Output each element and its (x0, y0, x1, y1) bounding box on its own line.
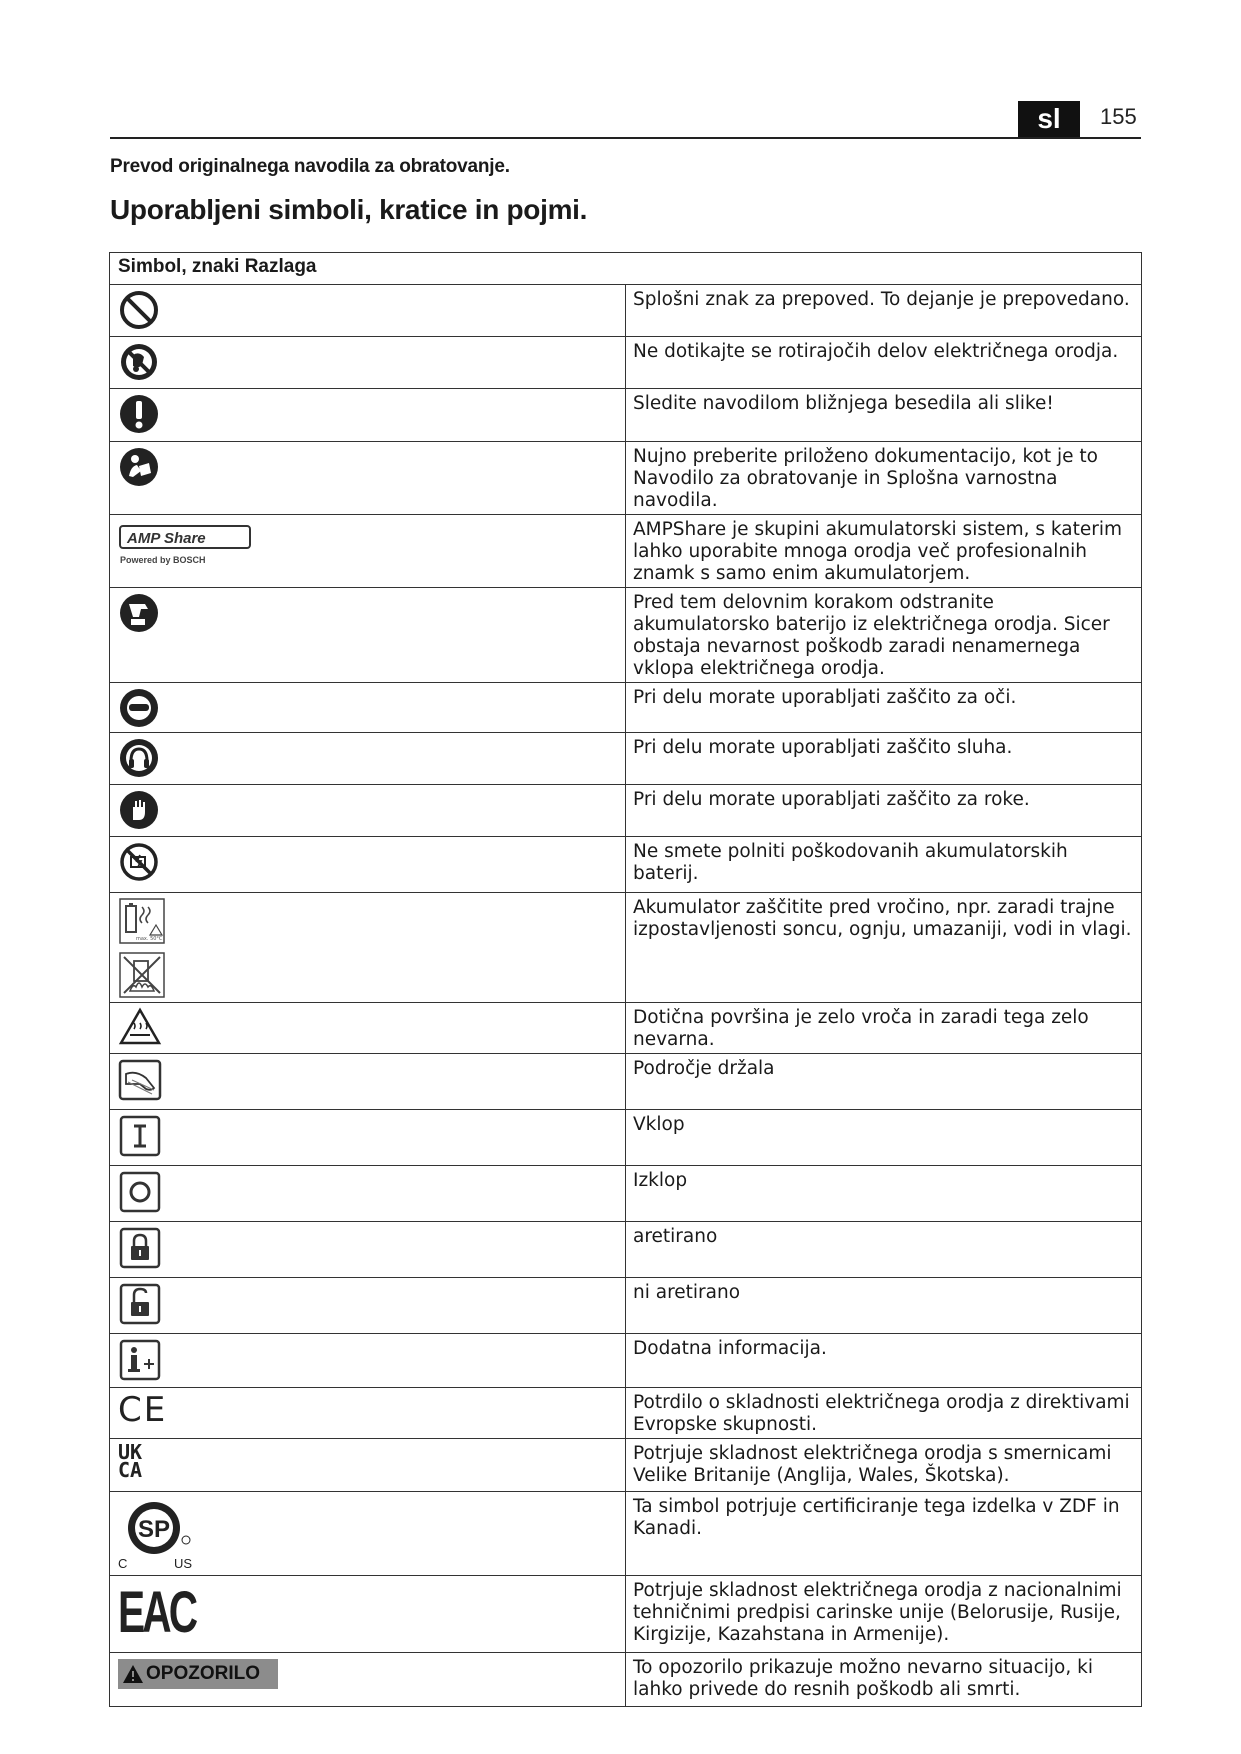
table-row (110, 1166, 1142, 1222)
page-number: 155 (1100, 104, 1137, 129)
hearing-protection-icon (118, 737, 160, 779)
read-manual-icon (118, 446, 160, 488)
no-charge-damaged-battery-icon (118, 841, 160, 883)
row-text: Ne dotikajte se rotirajočih delov električnega orodja. (626, 337, 1142, 389)
row-text: Izklop (626, 1166, 1142, 1222)
mandatory-exclamation-icon (118, 393, 160, 435)
svg-text:SP: SP (137, 1516, 171, 1543)
row-text: Sledite navodilom bližnjega besedila ali slike! (626, 389, 1142, 442)
symbol-cell (110, 1334, 626, 1388)
symbol-cell (110, 1492, 626, 1576)
symbol-cell (110, 337, 626, 389)
csa-label-c: C (118, 1556, 128, 1571)
table-row (110, 785, 1142, 837)
warning-triangle-icon (122, 1664, 144, 1684)
eac-mark-icon: EAC (118, 1580, 196, 1645)
symbol-cell (110, 1110, 626, 1166)
table-row (110, 1222, 1142, 1278)
table-row (110, 1492, 1142, 1576)
row-text: Dodatna informacija. (626, 1334, 1142, 1388)
table-row (110, 442, 1142, 515)
table-row (110, 1003, 1142, 1054)
row-text: Nujno preberite priloženo dokumentacijo, kot je to Navodilo za obratovanje in Splošna varnostna navodila. (626, 442, 1142, 515)
symbol-cell (110, 683, 626, 733)
row-text: Potrjuje skladnost električnega orodja z nacionalnimi tehničnimi predpisi carinske unije (Belorusije, Rusije, Kirgizije, Kazahstana in Armenije). (626, 1576, 1142, 1653)
symbols-table (109, 252, 1142, 1707)
table-row (110, 1278, 1142, 1334)
hot-surface-icon (118, 1007, 162, 1047)
header-rule (110, 137, 1141, 139)
symbol-cell (110, 785, 626, 837)
symbol-cell (110, 733, 626, 785)
row-text: aretirano (626, 1222, 1142, 1278)
table-row (110, 1334, 1142, 1388)
symbol-cell (110, 588, 626, 683)
row-text: Dotična površina je zelo vroča in zaradi tega zelo nevarna. (626, 1003, 1142, 1054)
symbol-cell (110, 1054, 626, 1110)
symbol-cell (110, 1388, 626, 1439)
symbol-cell (110, 442, 626, 515)
warning-label-text: OPOZORILO (146, 1663, 260, 1684)
row-text: Pred tem delovnim korakom odstranite akumulatorsko baterijo iz električnega orodja. Sicer obstaja nevarnost poškodb zaradi nenamernega vklopa električnega orodja. (626, 588, 1142, 683)
table-row (110, 683, 1142, 733)
table-row (110, 1576, 1142, 1653)
symbol-cell (110, 1003, 626, 1054)
row-text: Splošni znak za prepoved. To dejanje je prepovedano. (626, 285, 1142, 337)
symbol-cell (110, 893, 626, 1003)
symbol-cell (110, 837, 626, 893)
row-text: Potrdilo o skladnosti električnega orodja z direktivami Evropske skupnosti. (626, 1388, 1142, 1439)
table-row (110, 1110, 1142, 1166)
ukca-line-2: CA (118, 1458, 143, 1482)
table-row (110, 515, 1142, 588)
csa-emblem (124, 1498, 194, 1560)
symbol-cell (110, 1166, 626, 1222)
table-row (110, 1439, 1142, 1492)
symbol-cell (110, 389, 626, 442)
ampshare-logo (118, 519, 258, 571)
language-badge: sl (1018, 101, 1080, 137)
row-text: Potrjuje skladnost električnega orodja s smernicami Velike Britanije (Anglija, Wales, Škotska). (626, 1439, 1142, 1492)
table-row (110, 389, 1142, 442)
ce-mark-icon: CE (118, 1390, 168, 1430)
warning-label-icon (118, 1659, 278, 1689)
symbol-cell (110, 1439, 626, 1492)
switch-off-icon (118, 1170, 162, 1214)
grip-area-icon (118, 1058, 162, 1102)
row-text: Pri delu morate uporabljati zaščito sluha. (626, 733, 1142, 785)
symbol-cell (110, 515, 626, 588)
row-text: AMPShare je skupini akumulatorski sistem, s katerim lahko uporabite mnoga orodja več profesionalnih znamk s samo enim akumulatorjem. (626, 515, 1142, 588)
table-row (110, 1653, 1142, 1707)
max-temp-label: max. 50°C (136, 936, 163, 942)
switch-on-icon (118, 1114, 162, 1158)
row-text: Vklop (626, 1110, 1142, 1166)
table-header-row (110, 253, 1142, 285)
document-subtitle: Prevod originalnega navodila za obratovanje. (110, 156, 510, 177)
symbol-cell (110, 285, 626, 337)
row-text: Akumulator zaščitite pred vročino, npr. zaradi trajne izpostavljenosti soncu, ognju, umazaniji, vodi in vlagi. (626, 893, 1142, 1003)
eye-protection-icon (118, 687, 160, 729)
remove-battery-icon (118, 592, 160, 634)
hand-protection-icon (118, 789, 160, 831)
table-row (110, 588, 1142, 683)
symbol-cell (110, 1653, 626, 1707)
no-touch-rotating-parts-icon (118, 341, 160, 383)
ukca-mark-icon (118, 1440, 625, 1482)
row-text: To opozorilo prikazuje možno nevarno situacijo, ki lahko privede do resnih poškodb ali smrti. (626, 1653, 1142, 1707)
row-text: Pri delu morate uporabljati zaščito za roke. (626, 785, 1142, 837)
section-title: Uporabljeni simboli, kratice in pojmi. (110, 194, 588, 225)
symbol-cell (110, 1576, 626, 1653)
row-text: Ne smete polniti poškodovanih akumulatorskih baterij. (626, 837, 1142, 893)
table-row (110, 285, 1142, 337)
locked-icon (118, 1226, 162, 1270)
table-row (110, 1054, 1142, 1110)
ampshare-powered-by: Powered by BOSCH (120, 555, 206, 565)
table-row (110, 733, 1142, 785)
row-text: ni aretirano (626, 1278, 1142, 1334)
ampshare-logo-text: AMP Share (119, 525, 251, 549)
table-row (110, 337, 1142, 389)
symbol-cell (110, 1222, 626, 1278)
unlocked-icon (118, 1282, 162, 1326)
row-text: Ta simbol potrjuje certificiranje tega izdelka v ZDF in Kanadi. (626, 1492, 1142, 1576)
ukca-line-1: UK (118, 1440, 143, 1464)
csa-mark-icon (118, 1496, 208, 1572)
table-row (110, 1388, 1142, 1439)
table-row (110, 893, 1142, 1003)
row-text: Pri delu morate uporabljati zaščito za oči. (626, 683, 1142, 733)
row-text: Področje držala (626, 1054, 1142, 1110)
info-plus-icon (118, 1338, 162, 1382)
battery-fire-water-icon (118, 951, 166, 999)
table-header: Simbol, znaki Razlaga (110, 253, 1142, 285)
prohibition-icon (118, 289, 160, 331)
battery-heat-protection-icon (118, 897, 166, 945)
table-row (110, 837, 1142, 893)
csa-label-us: US (174, 1556, 193, 1571)
symbol-cell (110, 1278, 626, 1334)
